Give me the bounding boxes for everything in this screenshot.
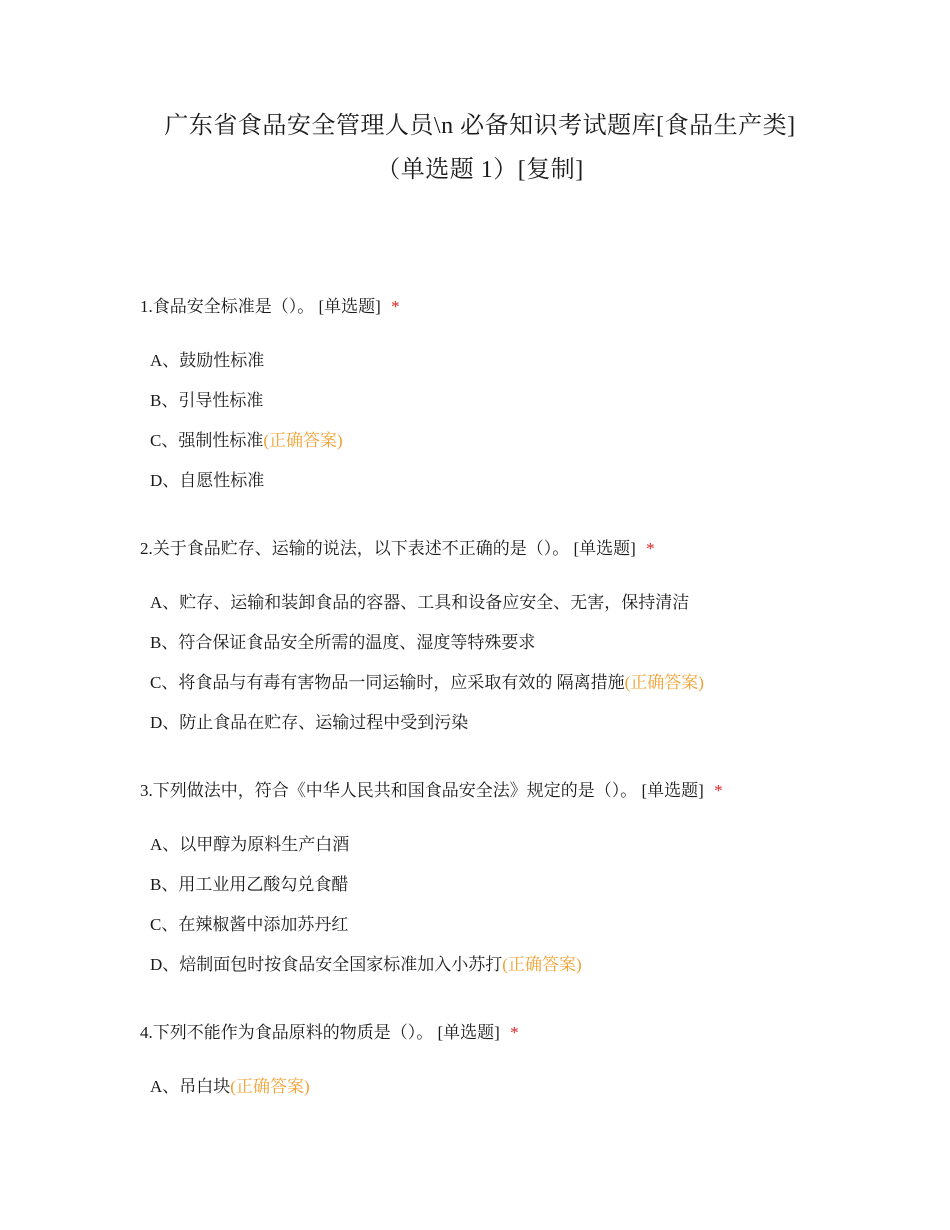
option-a[interactable]: A、吊白块(正确答案): [150, 1077, 310, 1096]
option-d[interactable]: D、自愿性标准: [150, 471, 265, 490]
question-stem: [140, 295, 880, 319]
question-type-label: [单选题]: [437, 1023, 500, 1042]
question-text: 2.关于食品贮存、运输的说法，以下表述不正确的是（）。: [140, 539, 570, 558]
option-list: [140, 825, 880, 985]
option-a[interactable]: A、鼓励性标准: [150, 351, 265, 370]
question-type-label: [单选题]: [573, 539, 636, 558]
document-title: [95, 104, 865, 192]
question-text: 1.食品安全标准是（）。: [140, 297, 315, 316]
correct-answer-tag: (正确答案): [624, 673, 704, 692]
question-2: [140, 537, 880, 743]
option-c[interactable]: C、强制性标准(正确答案): [150, 431, 343, 450]
option-c[interactable]: C、将食品与有毒有害物品一同运输时，应采取有效的 隔离措施(正确答案): [150, 673, 704, 692]
title-line-2: （单选题 1）[复制]: [376, 157, 584, 183]
required-mark: *: [510, 1023, 519, 1042]
option-b[interactable]: B、符合保证食品安全所需的温度、湿度等特殊要求: [150, 633, 536, 652]
option-b[interactable]: B、引导性标准: [150, 391, 264, 410]
option-d[interactable]: D、焙制面包时按食品安全国家标准加入小苏打(正确答案): [150, 955, 582, 974]
question-text: 4.下列不能作为食品原料的物质是（）。: [140, 1023, 434, 1042]
title-line-1: 广东省食品安全管理人员\n 必备知识考试题库[食品生产类]: [164, 113, 796, 139]
question-1: [140, 295, 880, 501]
question-stem: [140, 1021, 880, 1045]
question-type-label: [单选题]: [641, 781, 704, 800]
correct-answer-tag: (正确答案): [263, 431, 343, 450]
question-4: [140, 1021, 880, 1107]
correct-answer-tag: (正确答案): [502, 955, 582, 974]
option-list: [140, 583, 880, 743]
option-list: [140, 341, 880, 501]
option-c[interactable]: C、在辣椒酱中添加苏丹红: [150, 915, 349, 934]
question-type-label: [单选题]: [318, 297, 381, 316]
question-3: [140, 779, 880, 985]
option-list: [140, 1067, 880, 1107]
required-mark: *: [646, 539, 655, 558]
option-d[interactable]: D、防止食品在贮存、运输过程中受到污染: [150, 713, 469, 732]
question-text: 3.下列做法中，符合《中华人民共和国食品安全法》规定的是（）。: [140, 781, 638, 800]
required-mark: *: [391, 297, 400, 316]
question-stem: [140, 537, 880, 561]
option-b[interactable]: B、用工业用乙酸勾兑食醋: [150, 875, 349, 894]
option-a[interactable]: A、贮存、运输和装卸食品的容器、工具和设备应安全、无害，保持清洁: [150, 593, 690, 612]
option-a[interactable]: A、以甲醇为原料生产白酒: [150, 835, 350, 854]
required-mark: *: [714, 781, 723, 800]
question-stem: [140, 779, 880, 803]
correct-answer-tag: (正确答案): [230, 1077, 310, 1096]
